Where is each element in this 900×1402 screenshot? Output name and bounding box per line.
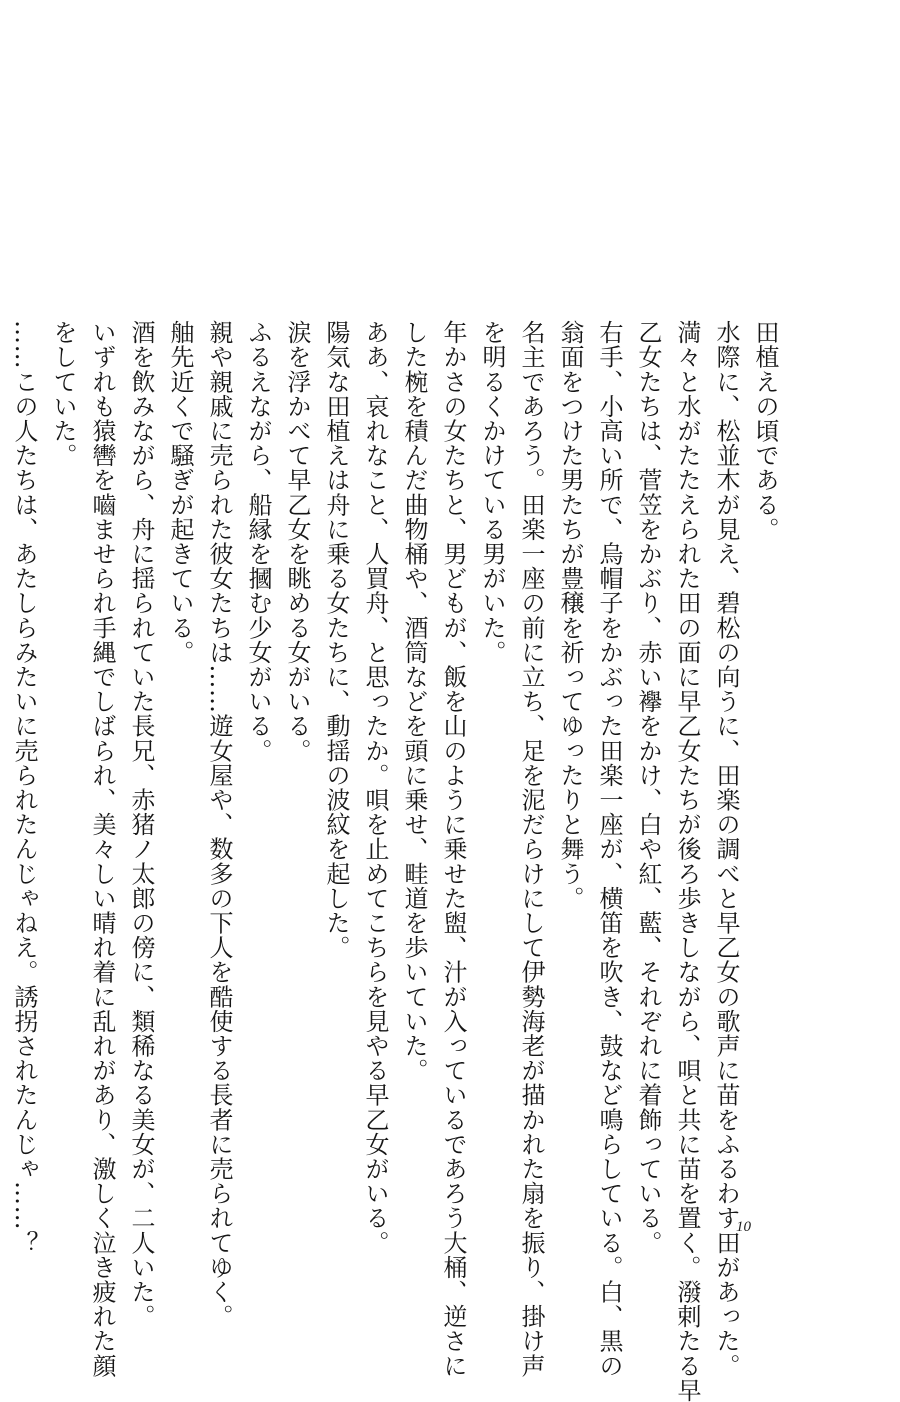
- text-line-6: 翁面をつけた男たちが豊穣を祈ってゆったりと舞う。: [556, 320, 584, 911]
- text-line-10: した椀を積んだ曲物桶や、酒筒などを頭に乗せ、畦道を歩いていた。: [400, 320, 428, 1083]
- text-line-1: 田植えの頃である。: [751, 320, 779, 542]
- text-line-9: 年かさの女たちと、男どもが、飯を山のように乗せた盥、汁が入っているであろう大桶、逆さに: [439, 320, 467, 1378]
- text-line-4: 乙女たちは、菅笠をかぶり、赤い襷をかけ、白や紅、藍、それぞれに着飾っている。: [634, 320, 662, 1255]
- text-line-20: ……この人たちは、あたしらみたいに売られたんじゃねえ。誘拐されたんじゃ……？: [10, 320, 38, 1255]
- text-line-2: 水際に、松並木が見え、碧松の向うに、田楽の調べと早乙女の歌声に苗をふるわす田があった。: [712, 320, 740, 1378]
- text-line-14: ふるえながら、船縁を摑む少女がいる。: [244, 320, 272, 763]
- text-line-18: いずれも猿轡を嚙ませられ手縄でしばられ、美々しい晴れ着に乱れがあり、激しく泣き疲れた顔: [88, 320, 116, 1378]
- text-line-13: 涙を浮かべて早乙女を眺める女がいる。: [283, 320, 311, 763]
- page-number: 10: [736, 1219, 751, 1235]
- text-line-12: 陽気な田植えは舟に乗る女たちに、動揺の波紋を起した。: [322, 320, 350, 960]
- text-line-17: 酒を飲みながら、舟に揺られていた長兄、赤猪ノ太郎の傍に、類稀なる美女が、二人いた。: [127, 320, 155, 1329]
- text-line-8: を明るくかけている男がいた。: [478, 320, 506, 665]
- text-line-16: 舳先近くで騒ぎが起きている。: [166, 320, 194, 665]
- text-line-5: 右手、小高い所で、烏帽子をかぶった田楽一座が、横笛を吹き、鼓など鳴らしている。白、黒の: [595, 320, 623, 1378]
- text-line-11: ああ、哀れなこと、人買舟、と思ったか。唄を止めてこちらを見やる早乙女がいる。: [361, 320, 389, 1255]
- text-line-15: 親や親戚に売られた彼女たちは……遊女屋や、数多の下人を酷使する長者に売られてゆく。: [205, 320, 233, 1329]
- text-line-19: をしていた。: [49, 320, 77, 468]
- text-line-3: 満々と水がたたえられた田の面に早乙女たちが後ろ歩きしながら、唄と共に苗を置く。潑剌たる早: [673, 320, 701, 1402]
- text-line-7: 名主であろう。田楽一座の前に立ち、足を泥だらけにして伊勢海老が描かれた扇を振り、掛け声: [517, 320, 545, 1378]
